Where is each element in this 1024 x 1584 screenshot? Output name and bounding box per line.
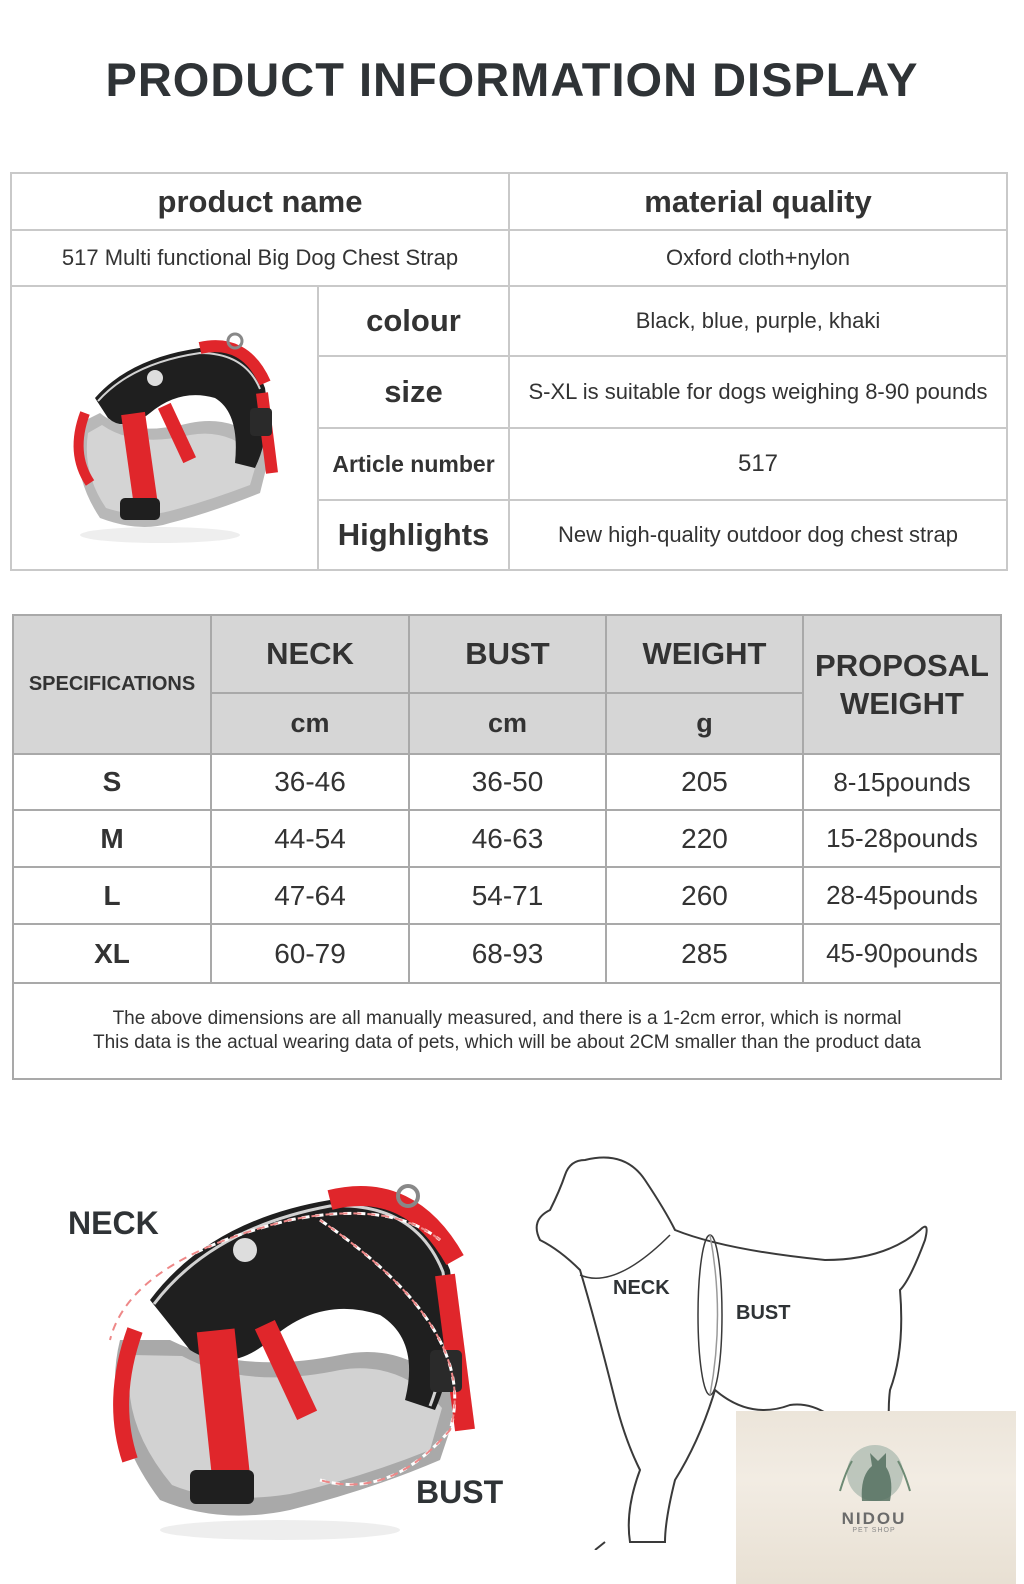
proposal-cell: 8-15pounds xyxy=(802,753,1002,811)
size-label: size xyxy=(317,355,510,429)
product-name-header: product name xyxy=(10,172,510,231)
article-number-label: Article number xyxy=(317,427,510,501)
bust-cell: 68-93 xyxy=(408,923,607,984)
material-value: Oxford cloth+nylon xyxy=(508,229,1008,287)
bust-cell: 46-63 xyxy=(408,809,607,868)
dog-bust-label: BUST xyxy=(736,1302,791,1324)
size-specifications-table xyxy=(12,614,1002,1080)
colour-value: Black, blue, purple, khaki xyxy=(508,285,1008,357)
weight-unit: g xyxy=(605,692,804,755)
note-line-1: The above dimensions are all manually measured, and there is a 1-2cm error, which is normal xyxy=(112,1008,902,1029)
size-cell: M xyxy=(12,809,212,868)
bust-cell: 54-71 xyxy=(408,866,607,925)
harness-bust-label: BUST xyxy=(416,1474,504,1510)
size-cell: XL xyxy=(12,923,212,984)
harness-image xyxy=(40,303,290,553)
product-image-cell xyxy=(10,285,319,571)
size-cell: S xyxy=(12,753,212,811)
bust-cell: 36-50 xyxy=(408,753,607,811)
shop-name: NIDOU xyxy=(841,1509,907,1528)
neck-unit: cm xyxy=(210,692,410,755)
measurement-note xyxy=(12,982,1002,1080)
cat-dog-logo-icon xyxy=(832,1431,918,1511)
bust-unit: cm xyxy=(408,692,607,755)
highlights-label: Highlights xyxy=(317,499,510,571)
neck-cell: 36-46 xyxy=(210,753,410,811)
proposal-cell: 45-90pounds xyxy=(802,923,1002,984)
note-line-2: This data is the actual wearing data of pets, which will be about 2CM smaller than the product data xyxy=(92,1032,921,1053)
neck-cell: 47-64 xyxy=(210,866,410,925)
proposal-cell: 15-28pounds xyxy=(802,809,1002,868)
page-title: PRODUCT INFORMATION DISPLAY xyxy=(105,53,919,106)
weight-cell: 205 xyxy=(605,753,804,811)
colour-label: colour xyxy=(317,285,510,357)
neck-header: NECK xyxy=(210,614,410,694)
weight-cell: 260 xyxy=(605,866,804,925)
weight-cell: 220 xyxy=(605,809,804,868)
bust-header: BUST xyxy=(408,614,607,694)
shop-subtitle: PET SHOP xyxy=(852,1527,896,1534)
proposal-weight-line-1: PROPOSAL xyxy=(815,647,989,683)
product-name-value: 517 Multi functional Big Dog Chest Strap xyxy=(10,229,510,287)
proposal-cell: 28-45pounds xyxy=(802,866,1002,925)
weight-cell: 285 xyxy=(605,923,804,984)
weight-header: WEIGHT xyxy=(605,614,804,694)
size-value: S-XL is suitable for dogs weighing 8-90 pounds xyxy=(508,355,1008,429)
specifications-header: SPECIFICATIONS xyxy=(12,614,212,755)
article-number-value: 517 xyxy=(508,427,1008,501)
neck-cell: 44-54 xyxy=(210,809,410,868)
proposal-weight-line-2: WEIGHT xyxy=(840,685,964,721)
highlights-value: New high-quality outdoor dog chest strap xyxy=(508,499,1008,571)
neck-cell: 60-79 xyxy=(210,923,410,984)
material-quality-header: material quality xyxy=(508,172,1008,231)
dog-neck-label: NECK xyxy=(613,1277,670,1299)
product-info-table xyxy=(10,172,1008,571)
proposal-weight-header xyxy=(802,614,1002,755)
harness-neck-label: NECK xyxy=(68,1205,159,1241)
size-cell: L xyxy=(12,866,212,925)
shop-logo xyxy=(736,1411,1016,1584)
